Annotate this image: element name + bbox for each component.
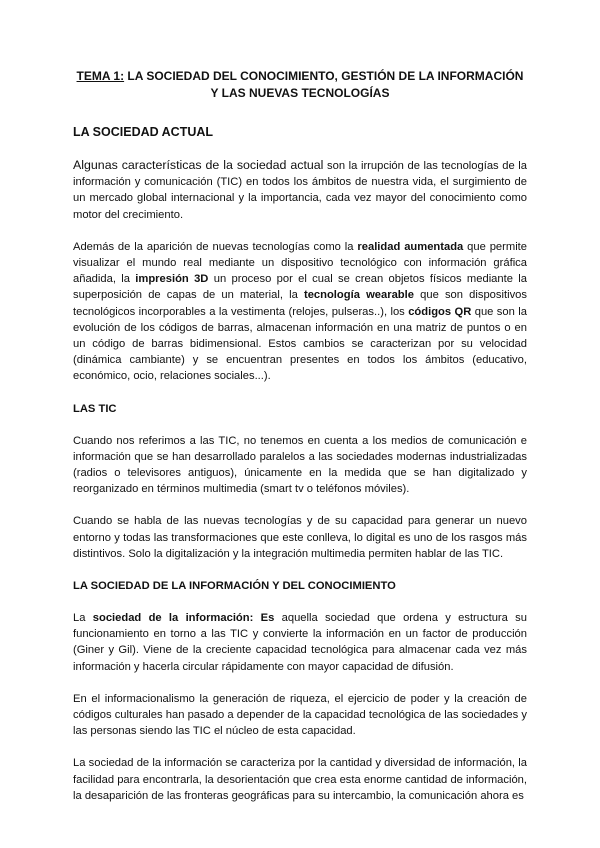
paragraph-lead: Algunas características de la sociedad actual bbox=[73, 158, 324, 172]
term-codigos-qr: códigos QR bbox=[408, 305, 472, 318]
paragraph-text: que son dispositivos tecnológicos incorporables a la vestimenta (relojes, pulseras..), los bbox=[73, 289, 527, 318]
term-sociedad-informacion: sociedad de la información: bbox=[92, 612, 254, 625]
title-prefix: TEMA 1: bbox=[76, 69, 125, 83]
term-realidad-aumentada: realidad aumentada bbox=[357, 240, 464, 253]
paragraph-caracteristicas bbox=[73, 157, 527, 223]
paragraph-tic-2: Cuando se habla de las nuevas tecnologías y de su capacidad para generar un nuevo entorno y todas las transformaciones que este conlleva, lo digital es uno de los rasgos más distintivos. Solo la digitalización y la integración multimedia permiten hablar de las TIC. bbox=[73, 515, 527, 560]
paragraph-nuevas-tecnologias bbox=[73, 239, 527, 385]
paragraph-informacionalismo: En el informacionalismo la generación de riqueza, el ejercicio de poder y la creación de códigos culturales han pasado a depender de la capacidad tecnológica de las sociedades y las personas siendo las TIC el núcleo de esta capacidad. bbox=[73, 692, 527, 738]
heading-las-tic: LAS TIC bbox=[73, 402, 117, 415]
paragraph-text: La bbox=[73, 612, 93, 625]
paragraph-text: son la irrupción de las tecnologías de la información y comunicación (TIC) en todos los ámbitos de nuestra vida, el surgimiento de un mercado global internacional y la importancia, cada vez mayor del conocimiento como motor del crecimiento. bbox=[73, 160, 527, 221]
paragraph-text bbox=[253, 612, 260, 624]
heading-sociedad-informacion: LA SOCIEDAD DE LA INFORMACIÓN Y DEL CONOCIMIENTO bbox=[73, 580, 396, 593]
term-impresion-3d: impresión 3D bbox=[135, 273, 209, 286]
heading-sociedad-actual: LA SOCIEDAD ACTUAL bbox=[73, 125, 214, 139]
paragraph-tic-1: Cuando nos referimos a las TIC, no tenemos en cuenta a los medios de comunicación e información que se han desarrollado paralelos a las sociedades modernas industrializadas (radios o televisores antiguos), únicamente en la medida que se han digitalizado y reorganizado en términos multimedia (smart tv o teléfonos móviles). bbox=[73, 434, 527, 496]
document-title bbox=[73, 68, 527, 102]
paragraph-text: aquella sociedad que ordena y estructura su funcionamiento en torno a las TIC y convierte la información en un factor de producción (Giner y Gil). Viene de la creciente capacidad tecnológica para almacenar cada vez más información y hacerla circular rápidamente con mayor capacidad de difusión. bbox=[73, 612, 527, 673]
title-line1: LA SOCIEDAD DEL CONOCIMIENTO, GESTIÓN DE LA INFORMACIÓN bbox=[124, 69, 524, 83]
paragraph-sociedad-informacion bbox=[73, 610, 527, 675]
paragraph-caracteristicas-sociedad-info: La sociedad de la información se caracteriza por la cantidad y diversidad de información, la facilidad para encontrarla, la desorientación que crea esta enorme cantidad de información, la desaparición de las fronteras geográficas para su intercambio, la comunicación ahora es bbox=[73, 757, 527, 802]
paragraph-text: Además de la aparición de nuevas tecnologías como la bbox=[73, 240, 358, 253]
paragraph-text: que permite visualizar el mundo real mediante un dispositivo tecnológico con información gráfica añadida, la bbox=[73, 240, 528, 286]
title-line2: Y LAS NUEVAS TECNOLOGÍAS bbox=[210, 86, 390, 100]
term-tecnologia-wearable: tecnología wearable bbox=[303, 289, 414, 302]
term-es: Es bbox=[260, 612, 275, 625]
paragraph-text: un proceso por el cual se crean objetos físicos mediante la superposición de capas de un material, la bbox=[73, 273, 527, 302]
paragraph-text: que son la evolución de los códigos de barras, almacenan información en una matriz de puntos o en un código de barras bidimensional. Estos cambios se caracterizan por su velocidad (dinámica cambiante) y se encuentran presentes en todos los ámbitos (educativo, económico, ocio, relaciones sociales...). bbox=[73, 305, 527, 383]
